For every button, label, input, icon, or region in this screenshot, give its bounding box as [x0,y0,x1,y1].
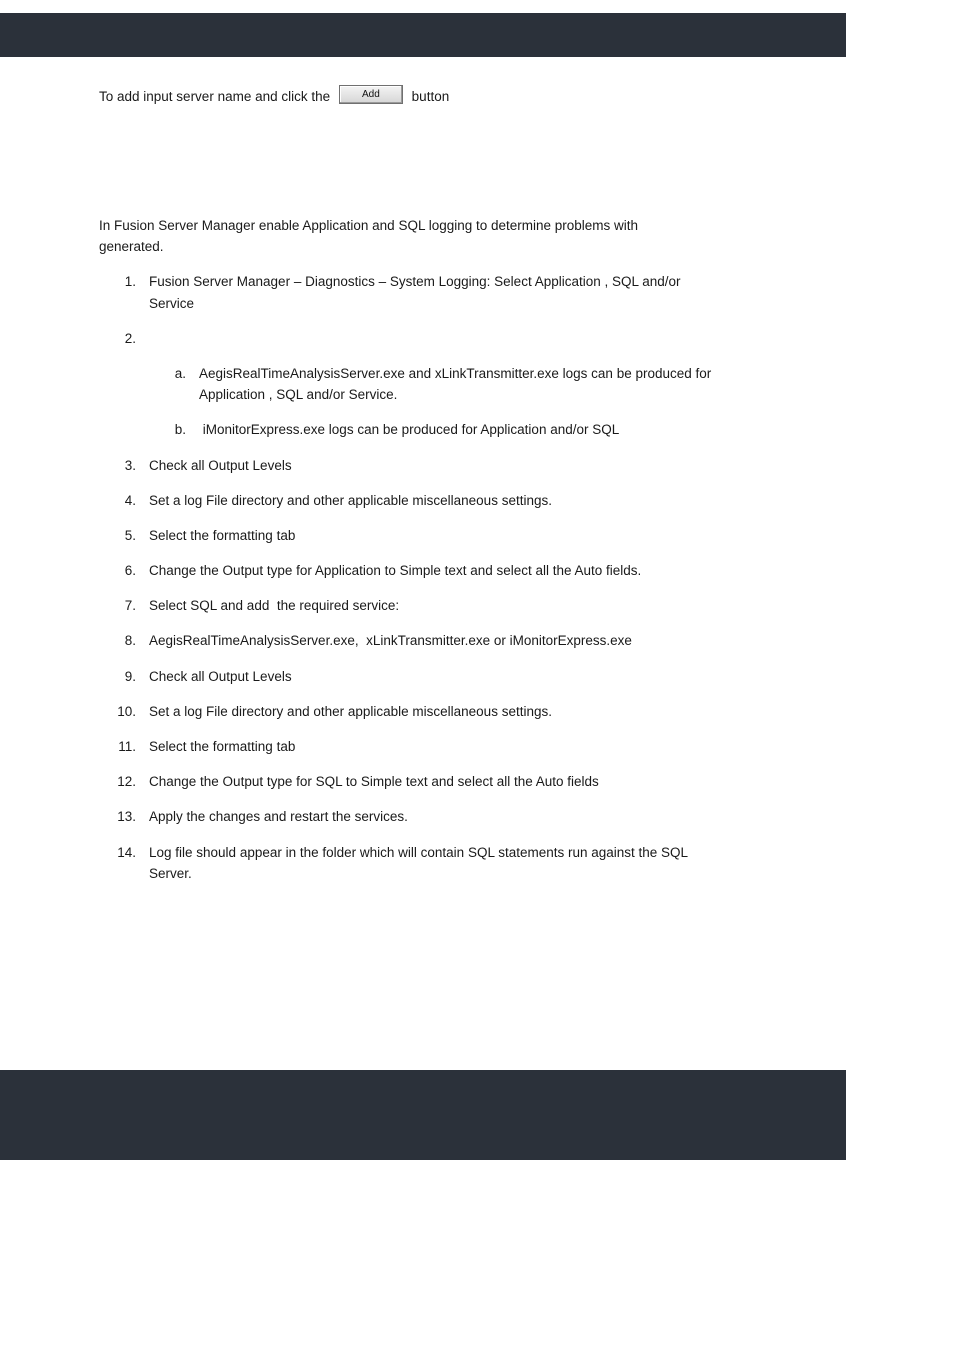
list-text: Check all Output Levels [149,669,292,684]
list-text: Change the Output type for SQL to Simple text and select all the Auto fields [149,774,599,789]
sub-list-text-continued: Application , SQL and/or Service. [199,387,398,402]
list-number: 8. [124,633,136,648]
list-number: 1. [124,274,136,289]
list-number: 14. [117,845,136,860]
list-text: AegisRealTimeAnalysisServer.exe, xLinkTransmitter.exe or iMonitorExpress.exe [149,633,632,648]
list-number: 2. [124,331,136,346]
list-number: 13. [117,809,136,824]
add-button[interactable]: Add [339,85,403,104]
list-number: 7. [124,598,136,613]
intro-line [99,86,449,110]
paragraph-line-2: generated. [99,239,164,254]
list-number: 5. [124,528,136,543]
sub-list-text: iMonitorExpress.exe logs can be produced for Application and/or SQL [199,422,620,437]
sub-list-text: AegisRealTimeAnalysisServer.exe and xLinkTransmitter.exe logs can be produced for [199,366,712,381]
list-text: Log file should appear in the folder which will contain SQL statements run against the SQL [149,845,689,860]
list-text: Check all Output Levels [149,458,292,473]
sub-list-letter: a. [174,366,186,381]
sub-list-letter: b. [174,422,186,437]
list-text-continued: Server. [149,866,192,881]
list-text: Set a log File directory and other applicable miscellaneous settings. [149,704,552,719]
list-text: Select the formatting tab [149,739,296,754]
list-text: Select SQL and add the required service: [149,598,400,613]
list-number: 4. [124,493,136,508]
list-number: 9. [124,669,136,684]
footer-band [0,1070,846,1160]
paragraph-line-1: In Fusion Server Manager enable Application and SQL logging to determine problems with [99,218,639,233]
list-text: Fusion Server Manager – Diagnostics – System Logging: Select Application , SQL and/or [149,274,681,289]
list-number: 12. [117,774,136,789]
intro-text-after: button [411,89,450,104]
list-text: Apply the changes and restart the services. [149,809,408,824]
list-number: 10. [117,704,136,719]
list-text: Change the Output type for Application to Simple text and select all the Auto fields. [149,563,642,578]
header-band [0,13,846,57]
list-text: Set a log File directory and other applicable miscellaneous settings. [149,493,552,508]
list-number: 11. [118,739,136,754]
list-number: 6. [124,563,136,578]
list-text: Select the formatting tab [149,528,296,543]
list-number: 3. [124,458,136,473]
intro-text-before: To add input server name and click the [99,89,331,104]
list-text-continued: Service [149,296,195,311]
